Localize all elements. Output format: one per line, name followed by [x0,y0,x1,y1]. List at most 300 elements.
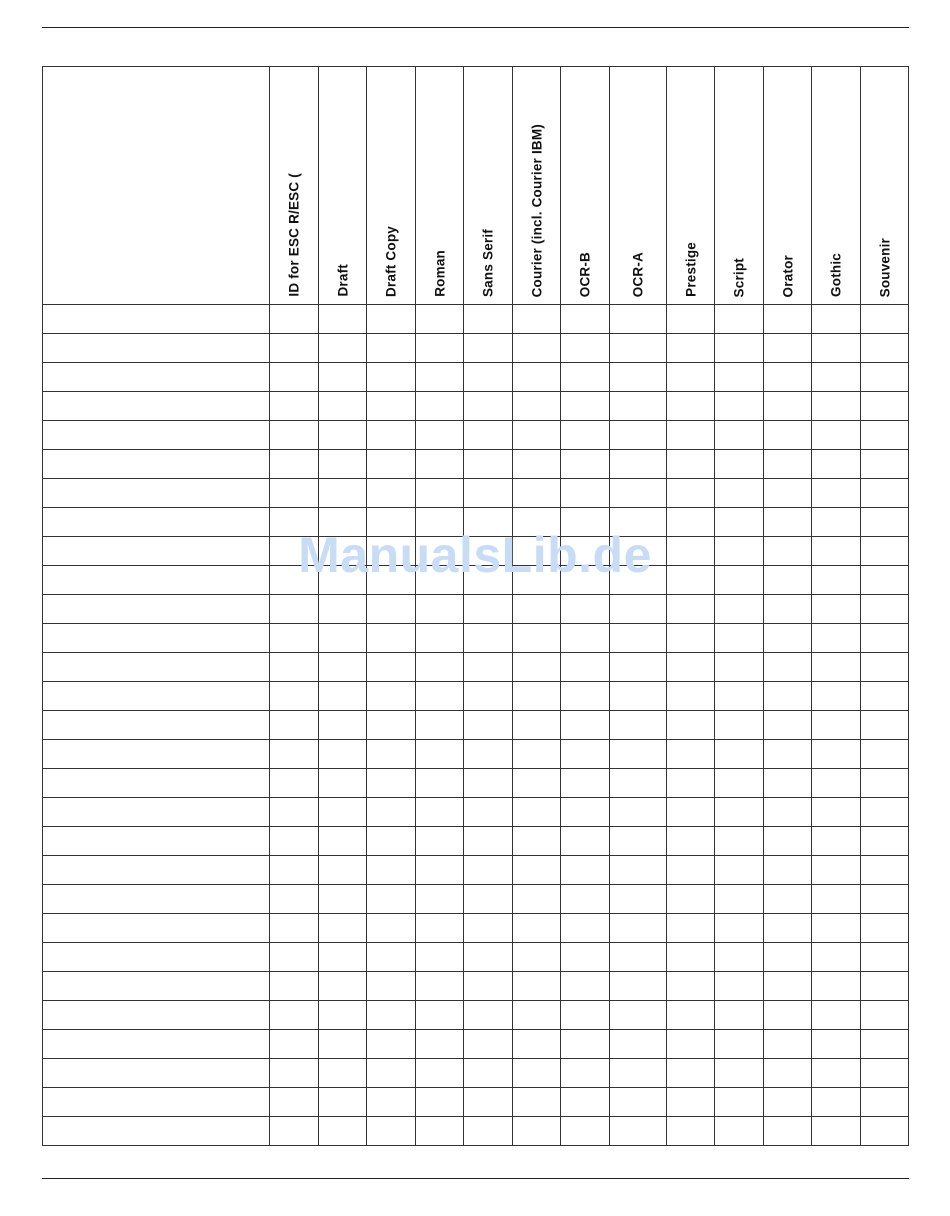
table-cell [764,1059,812,1088]
table-cell [715,1001,764,1030]
table-cell [764,1001,812,1030]
font-table [42,66,909,1146]
table-cell [270,595,319,624]
table-cell [715,508,764,537]
table-cell [416,334,464,363]
table-cell [513,972,561,1001]
table-cell [667,769,715,798]
table-cell [513,798,561,827]
table-row [43,537,909,566]
table-cell [367,566,416,595]
table-cell [764,914,812,943]
column-header [464,67,513,305]
table-cell [667,1030,715,1059]
table-cell [764,798,812,827]
table-cell [715,305,764,334]
table-cell [416,943,464,972]
table-cell [715,740,764,769]
table-cell [367,856,416,885]
table-cell [715,392,764,421]
table-cell [667,537,715,566]
table-cell [764,827,812,856]
table-cell [764,885,812,914]
table-cell [319,595,367,624]
row-label-cell [43,450,270,479]
table-cell [715,450,764,479]
row-label-cell [43,740,270,769]
table-cell [513,856,561,885]
table-cell [764,769,812,798]
table-cell [812,305,861,334]
table-cell [715,595,764,624]
column-header-label: Draft Copy [383,225,399,297]
table-cell [861,798,909,827]
table-cell [416,740,464,769]
table-cell [367,914,416,943]
table-cell [715,798,764,827]
table-cell [367,1059,416,1088]
table-cell [561,450,610,479]
table-cell [561,566,610,595]
table-cell [667,479,715,508]
table-cell [464,740,513,769]
table-row [43,566,909,595]
table-cell [667,856,715,885]
table-cell [464,827,513,856]
table-cell [464,537,513,566]
table-cell [812,363,861,392]
table-cell [319,537,367,566]
table-cell [861,595,909,624]
table-cell [464,624,513,653]
table-cell [464,1088,513,1117]
table-cell [561,1117,610,1146]
row-label-cell [43,479,270,508]
table-cell [270,450,319,479]
table-cell [667,682,715,711]
row-label-cell [43,595,270,624]
table-cell [610,740,667,769]
table-cell [764,363,812,392]
table-cell [812,1059,861,1088]
table-cell [270,537,319,566]
column-header [367,67,416,305]
table-cell [715,885,764,914]
table-cell [610,566,667,595]
row-label-cell [43,363,270,392]
row-label-cell [43,392,270,421]
table-cell [367,769,416,798]
table-cell [270,914,319,943]
table-cell [861,1001,909,1030]
table-cell [561,885,610,914]
table-cell [464,479,513,508]
table-cell [861,450,909,479]
table-cell [861,421,909,450]
row-label-cell [43,827,270,856]
table-cell [561,392,610,421]
table-cell [764,972,812,1001]
row-label-cell [43,508,270,537]
table-cell [667,943,715,972]
table-cell [319,856,367,885]
column-header-label: Script [731,257,747,297]
table-cell [319,827,367,856]
table-cell [667,1088,715,1117]
table-cell [861,856,909,885]
table-cell [513,508,561,537]
table-cell [715,537,764,566]
table-row [43,1088,909,1117]
table-cell [610,334,667,363]
table-cell [610,537,667,566]
row-label-cell [43,624,270,653]
table-cell [561,856,610,885]
table-cell [319,769,367,798]
table-cell [667,392,715,421]
table-cell [812,392,861,421]
table-cell [270,885,319,914]
table-cell [610,856,667,885]
table-cell [319,1001,367,1030]
table-cell [764,1117,812,1146]
table-cell [416,1030,464,1059]
table-cell [270,363,319,392]
table-cell [416,508,464,537]
table-cell [610,827,667,856]
table-cell [367,740,416,769]
table-cell [416,421,464,450]
table-cell [610,595,667,624]
table-cell [270,566,319,595]
table-cell [464,769,513,798]
table-cell [812,334,861,363]
table-cell [416,885,464,914]
row-label-cell [43,537,270,566]
table-cell [667,305,715,334]
row-label-cell [43,421,270,450]
table-cell [513,1030,561,1059]
table-cell [561,1030,610,1059]
table-cell [610,1059,667,1088]
table-cell [861,682,909,711]
row-label-cell [43,566,270,595]
table-row [43,711,909,740]
table-cell [513,479,561,508]
table-cell [270,1059,319,1088]
table-cell [270,1001,319,1030]
table-cell [561,682,610,711]
table-cell [610,421,667,450]
table-cell [416,305,464,334]
table-cell [367,943,416,972]
table-cell [367,624,416,653]
table-cell [416,827,464,856]
table-body [43,305,909,1146]
table-cell [610,682,667,711]
table-cell [764,421,812,450]
table-cell [610,972,667,1001]
table-cell [319,450,367,479]
table-cell [610,508,667,537]
table-cell [319,943,367,972]
table-row [43,856,909,885]
table-cell [812,653,861,682]
table-cell [464,653,513,682]
table-cell [610,885,667,914]
table-cell [715,972,764,1001]
table-cell [610,1117,667,1146]
table-cell [812,450,861,479]
table-cell [319,363,367,392]
table-cell [561,537,610,566]
table-cell [667,711,715,740]
table-cell [513,305,561,334]
table-cell [610,1001,667,1030]
table-cell [416,450,464,479]
table-cell [812,972,861,1001]
table-cell [367,1001,416,1030]
table-cell [464,682,513,711]
table-cell [319,1059,367,1088]
table-cell [319,885,367,914]
column-header [764,67,812,305]
column-header [861,67,909,305]
table-cell [416,1117,464,1146]
table-row [43,624,909,653]
table-cell [464,508,513,537]
table-cell [270,479,319,508]
column-header [416,67,464,305]
table-cell [812,595,861,624]
table-row [43,421,909,450]
watermark: ManualsLib.de [298,527,652,583]
row-label-cell [43,305,270,334]
table-cell [764,856,812,885]
table-cell [610,1088,667,1117]
table-cell [610,479,667,508]
table-row [43,1001,909,1030]
table-cell [319,1117,367,1146]
column-header-label: Prestige [683,242,698,297]
table-cell [715,1030,764,1059]
table-cell [715,856,764,885]
table-cell [561,1001,610,1030]
table-cell [416,653,464,682]
table-cell [464,566,513,595]
column-header-label: Orator [780,254,795,297]
table-cell [513,624,561,653]
table-cell [667,421,715,450]
table-cell [513,711,561,740]
table-cell [367,508,416,537]
table-cell [416,711,464,740]
table-cell [667,1059,715,1088]
table-cell [561,595,610,624]
column-header [319,67,367,305]
table-cell [513,566,561,595]
table-row [43,885,909,914]
table-cell [464,856,513,885]
table-cell [464,1059,513,1088]
table-cell [610,943,667,972]
row-label-cell [43,1088,270,1117]
table-cell [513,334,561,363]
table-cell [861,1117,909,1146]
table-cell [319,508,367,537]
table-cell [812,827,861,856]
table-cell [715,421,764,450]
table-cell [416,1001,464,1030]
table-cell [667,972,715,1001]
row-label-cell [43,1059,270,1088]
table-cell [270,305,319,334]
table-cell [764,566,812,595]
row-label-cell [43,856,270,885]
row-label-cell [43,1117,270,1146]
table-cell [812,624,861,653]
table-cell [464,334,513,363]
table-cell [610,798,667,827]
row-label-cell [43,914,270,943]
table-cell [667,450,715,479]
table-cell [319,421,367,450]
table-cell [812,566,861,595]
table-cell [861,769,909,798]
table-row [43,392,909,421]
table-cell [561,740,610,769]
table-cell [367,450,416,479]
table-row [43,334,909,363]
table-cell [319,682,367,711]
table-cell [270,624,319,653]
table-cell [367,972,416,1001]
table-cell [610,653,667,682]
table-cell [861,334,909,363]
table-cell [561,624,610,653]
table-cell [367,885,416,914]
table-cell [764,1088,812,1117]
table-cell [861,943,909,972]
table-cell [667,566,715,595]
table-cell [513,682,561,711]
table-cell [715,334,764,363]
table-cell [367,305,416,334]
row-label-cell [43,682,270,711]
table-cell [715,711,764,740]
table-cell [367,479,416,508]
table-cell [764,392,812,421]
table-cell [464,798,513,827]
table-cell [861,1030,909,1059]
table-cell [715,363,764,392]
table-cell [416,914,464,943]
table-cell [667,798,715,827]
column-header-label: Courier (incl. Courier IBM) [529,123,544,297]
table-cell [561,363,610,392]
table-cell [513,595,561,624]
table-cell [715,653,764,682]
table-cell [667,1001,715,1030]
table-cell [812,914,861,943]
row-label-cell [43,711,270,740]
table-row [43,1059,909,1088]
table-cell [764,1030,812,1059]
table-cell [812,537,861,566]
table-cell [367,363,416,392]
table-cell [715,682,764,711]
table-cell [561,914,610,943]
table-row [43,914,909,943]
table-cell [812,943,861,972]
column-header-label: Gothic [828,253,844,297]
column-header-label: Roman [432,250,447,297]
table-row [43,740,909,769]
table-cell [513,537,561,566]
table-cell [667,363,715,392]
column-header [513,67,561,305]
column-header [812,67,861,305]
table-cell [610,450,667,479]
table-cell [416,856,464,885]
table-cell [464,392,513,421]
table-cell [715,1088,764,1117]
table-cell [764,305,812,334]
row-label-cell [43,1001,270,1030]
table-cell [270,740,319,769]
table-cell [416,479,464,508]
header-row [43,67,909,305]
table-cell [416,363,464,392]
table-row [43,798,909,827]
column-header-label: Draft [335,264,350,297]
table-cell [464,885,513,914]
table-row [43,972,909,1001]
table-cell [861,537,909,566]
table-row [43,363,909,392]
table-row [43,769,909,798]
table-cell [416,537,464,566]
table-row [43,450,909,479]
table-cell [715,566,764,595]
table-cell [561,508,610,537]
table-cell [610,392,667,421]
table-cell [561,479,610,508]
table-cell [561,943,610,972]
table-cell [561,769,610,798]
table-cell [513,1117,561,1146]
table-cell [513,392,561,421]
table-cell [610,769,667,798]
table-cell [812,421,861,450]
table-row [43,508,909,537]
column-header [561,67,610,305]
table-cell [513,450,561,479]
table-cell [513,653,561,682]
table-cell [464,305,513,334]
table-cell [764,740,812,769]
table-cell [464,363,513,392]
table-cell [319,914,367,943]
row-label-cell [43,972,270,1001]
row-label-cell [43,885,270,914]
table-cell [416,769,464,798]
table-cell [861,566,909,595]
table-cell [464,1001,513,1030]
table-cell [319,624,367,653]
column-header-label: OCR-A [630,251,646,297]
table-row [43,653,909,682]
